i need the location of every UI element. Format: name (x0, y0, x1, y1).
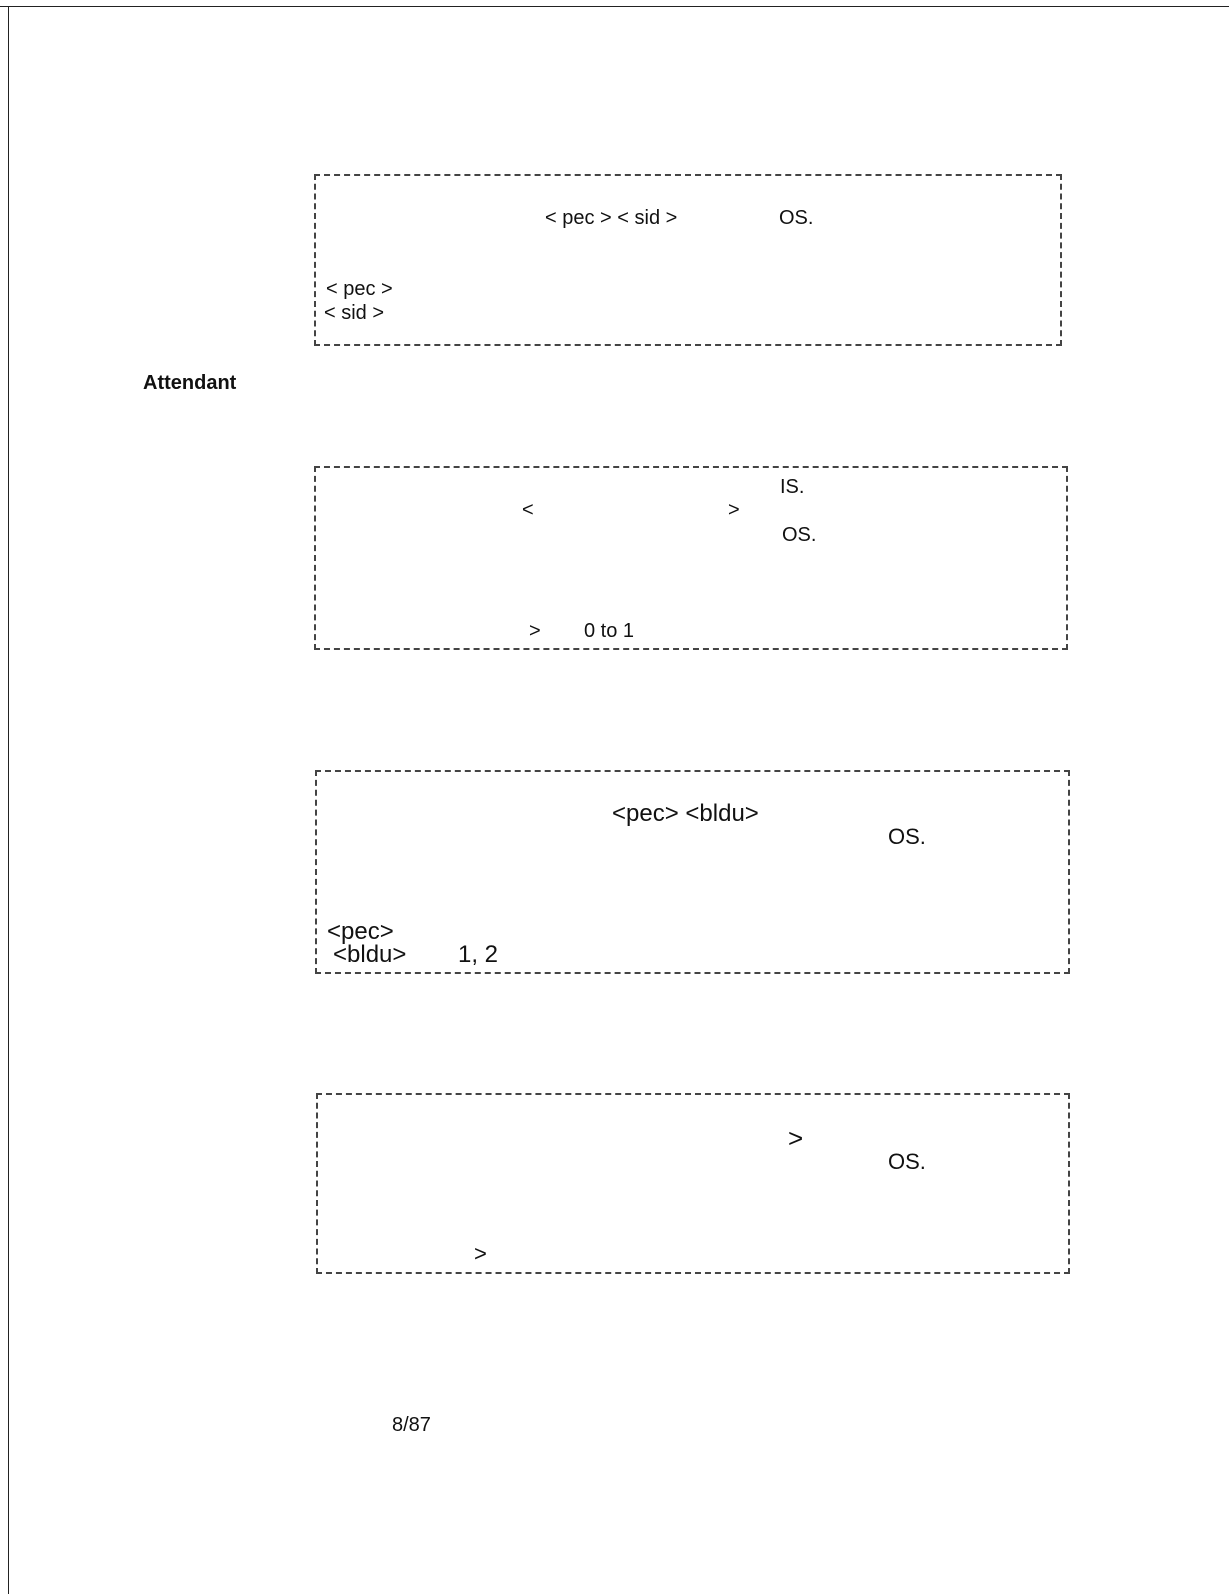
box2-gt: > (728, 499, 740, 521)
box2-lt: < (522, 499, 534, 521)
box3-status: OS. (888, 824, 926, 849)
box2-range: 0 to 1 (584, 620, 635, 642)
message-box-1 (314, 174, 1062, 346)
box4-gt-2: > (474, 1241, 487, 1266)
page-top-rule (0, 6, 1229, 7)
box2-status-is: IS. (780, 476, 805, 498)
box1-param-pec: < pec > (326, 278, 393, 300)
box3-header: <pec> <bldu> (612, 800, 759, 827)
message-box-2 (314, 466, 1068, 650)
box3-param-bldu: <bldu> (333, 941, 407, 968)
box4-status: OS. (888, 1149, 926, 1174)
box1-param-sid: < sid > (324, 302, 385, 324)
page-footer-date: 8/87 (392, 1414, 431, 1436)
box3-param-pec: <pec> (327, 918, 394, 945)
box4-gt: > (788, 1123, 804, 1153)
message-box-4 (316, 1093, 1070, 1274)
box2-gt-2: > (529, 620, 541, 642)
box3-values: 1, 2 (458, 941, 499, 968)
box2-status-os: OS. (782, 524, 817, 546)
box1-status: OS. (779, 207, 814, 229)
box1-header: < pec > < sid > (545, 207, 678, 229)
section-heading: Attendant (143, 372, 237, 394)
page-left-rule (8, 6, 9, 1594)
